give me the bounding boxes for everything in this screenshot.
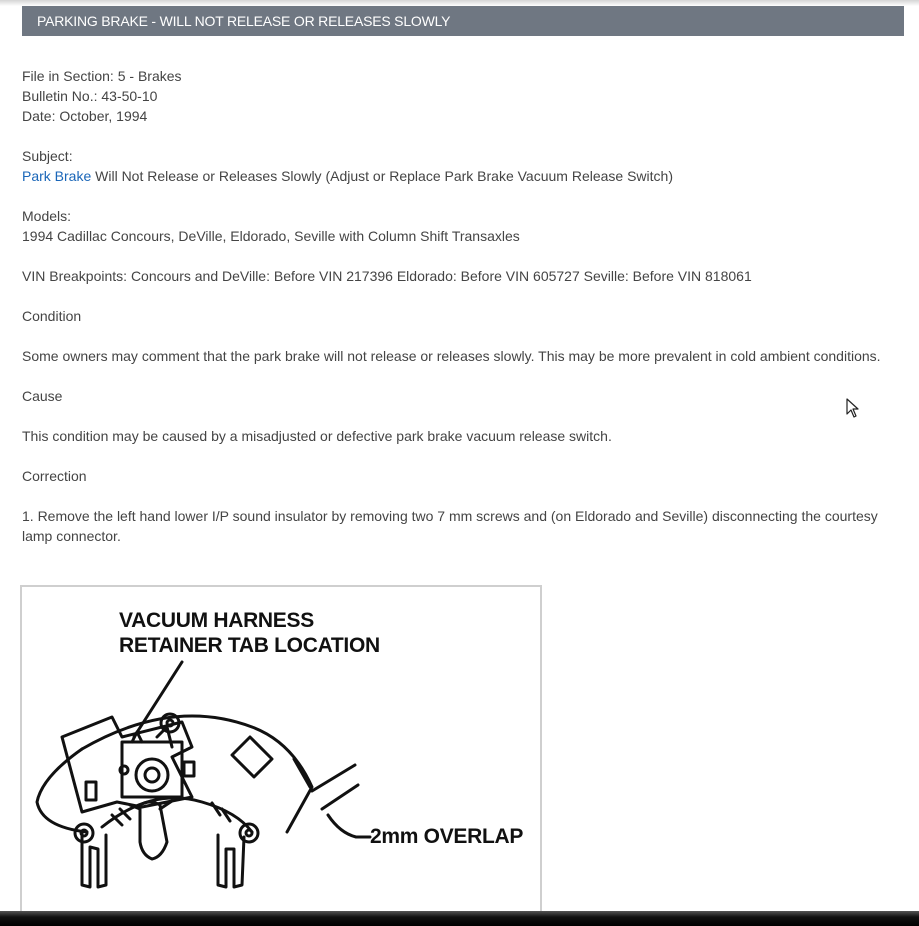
subject-rest: Will Not Release or Releases Slowly (Adjust or Replace Park Brake Vacuum Release Switch) <box>91 168 673 184</box>
bulletin-date: Date: October, 1994 <box>22 108 148 124</box>
bulletin-number: Bulletin No.: 43-50-10 <box>22 88 158 104</box>
subject-block <box>22 146 902 186</box>
page-title-text: PARKING BRAKE - WILL NOT RELEASE OR RELEASES SLOWLY <box>37 13 451 29</box>
correction-step-1: 1. Remove the left hand lower I/P sound insulator by removing two 7 mm screws and (on Eldorado and Seville) disconnecting the courtesy lamp connector. <box>22 508 878 544</box>
vin-breakpoints: VIN Breakpoints: Concours and DeVille: Before VIN 217396 Eldorado: Before VIN 605727 Seville: Before VIN 818061 <box>22 268 752 284</box>
cause-text: This condition may be caused by a misadjusted or defective park brake vacuum release switch. <box>22 428 612 444</box>
condition-heading: Condition <box>22 308 82 324</box>
bulletin-content <box>22 66 902 566</box>
diagram-label-line1: VACUUM HARNESS <box>119 609 314 632</box>
models-text: 1994 Cadillac Concours, DeVille, Eldorado, Seville with Column Shift Transaxles <box>22 228 520 244</box>
bulletin-info <box>22 66 902 126</box>
correction-heading: Correction <box>22 468 87 484</box>
diagram-label-line2: RETAINER TAB LOCATION <box>119 634 380 657</box>
condition-text: Some owners may comment that the park brake will not release or releases slowly. This may be more prevalent in cold ambient conditions. <box>22 348 881 364</box>
models-label: Models: <box>22 208 72 224</box>
models-block <box>22 206 902 246</box>
mouse-pointer-icon <box>846 398 860 418</box>
bulletin-section: File in Section: 5 - Brakes <box>22 68 182 84</box>
page-title <box>22 6 904 36</box>
overlap-label: 2mm OVERLAP <box>370 825 524 848</box>
bottom-taskbar-edge <box>0 911 919 926</box>
cause-heading: Cause <box>22 388 63 404</box>
subject-label: Subject: <box>22 148 73 164</box>
park-brake-link[interactable]: Park Brake <box>22 168 92 184</box>
vacuum-harness-diagram <box>20 585 542 915</box>
subject-text <box>22 166 902 186</box>
